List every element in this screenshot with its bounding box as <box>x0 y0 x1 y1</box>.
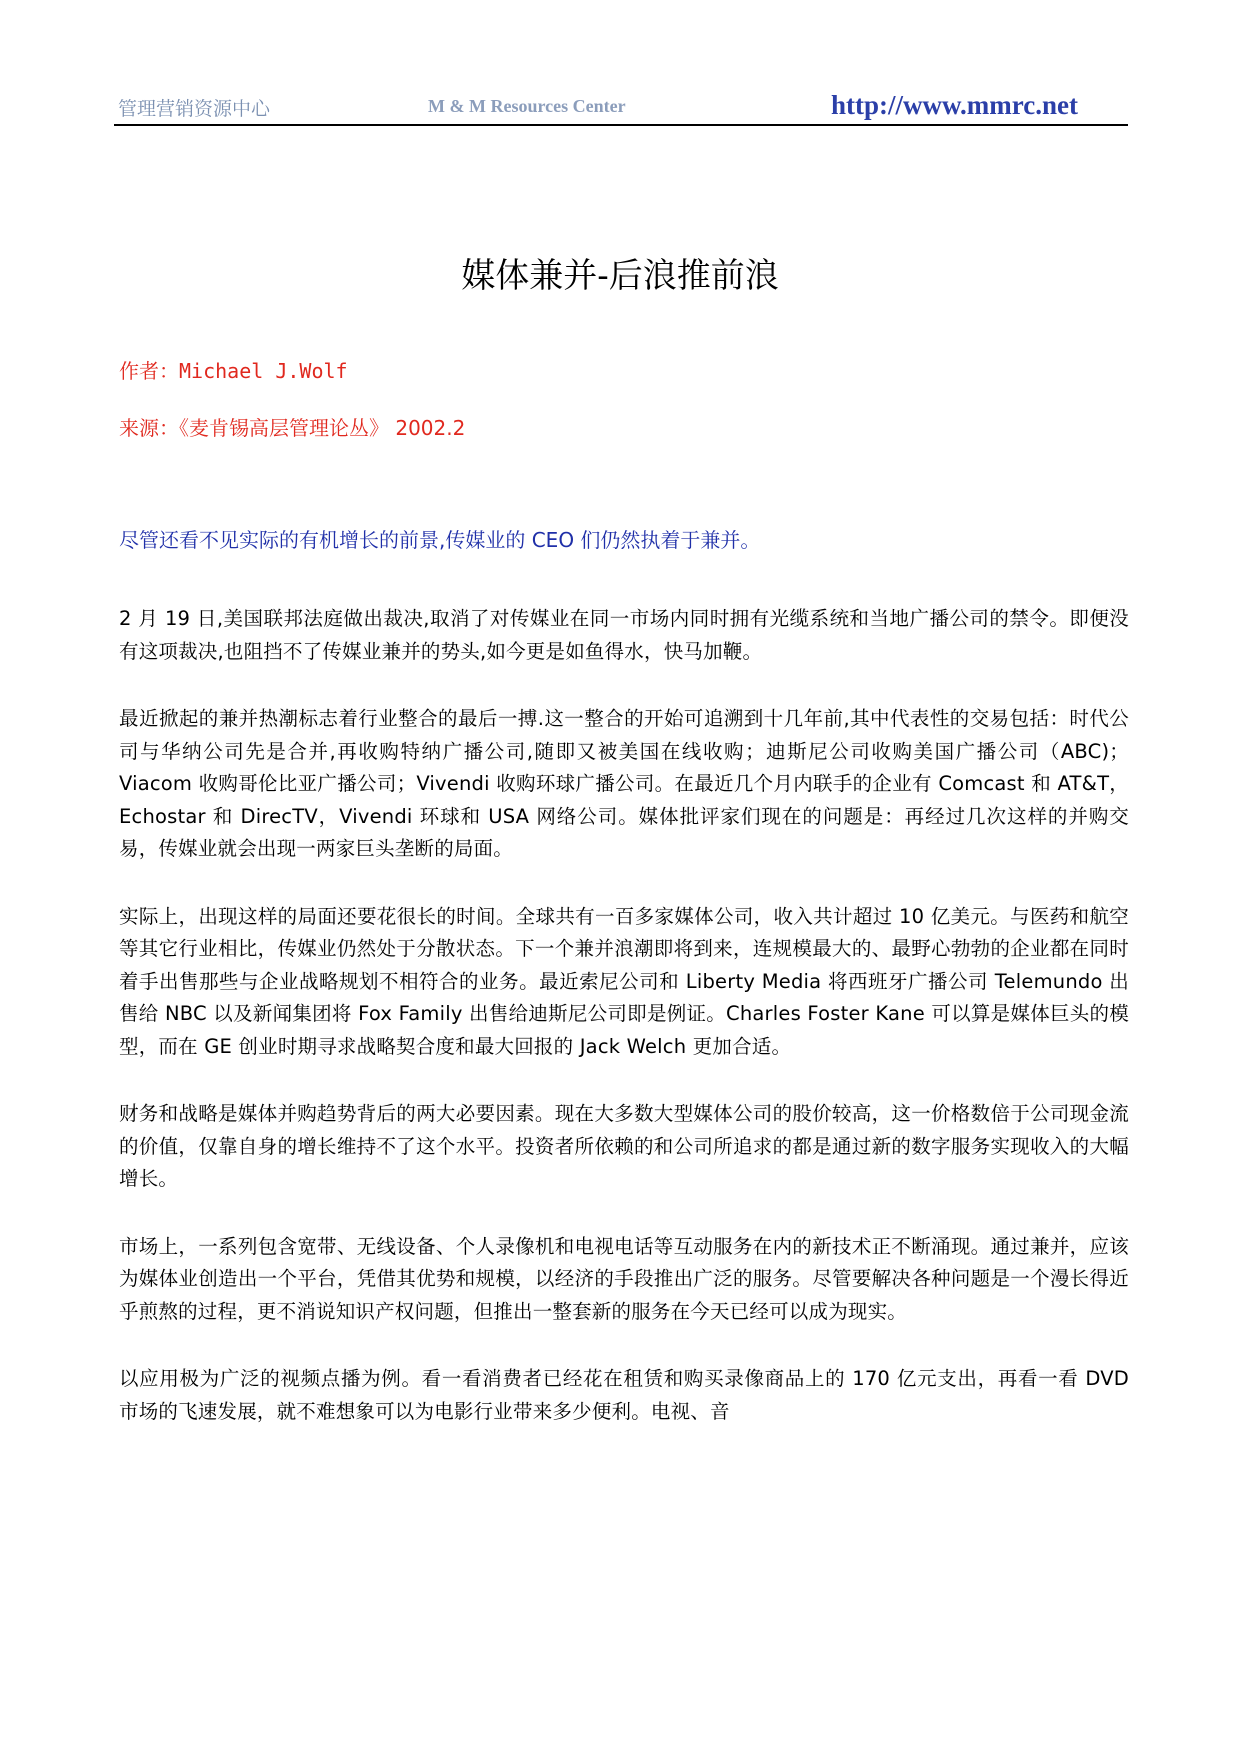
author-value: Michael J.Wolf <box>179 359 348 383</box>
source-line <box>119 412 465 441</box>
paragraph: 以应用极为广泛的视频点播为例。看一看消费者已经花在租赁和购买录像商品上的 170 亿元支出，再看一看 DVD 市场的飞速发展，就不难想象可以为电影行业带来多少便利。电视、音 <box>119 1367 1129 1423</box>
header-english-name: M & M Resources Center <box>428 96 626 116</box>
source-label: 来源： <box>119 416 179 440</box>
header-chinese-name: 管理营销资源中心 <box>118 98 271 120</box>
author-line <box>119 355 348 384</box>
paragraph: 财务和战略是媒体并购趋势背后的两大必要因素。现在大多数大型媒体公司的股价较高，这一价格数倍于公司现金流的价值，仅靠自身的增长维持不了这个水平。投资者所依赖的和公司所追求的都是通过新的数字服务实现收入的大幅增长。 <box>119 1102 1129 1190</box>
document-title: 媒体兼并-后浪推前浪 <box>461 256 779 296</box>
page-header <box>118 84 1128 124</box>
source-value: 《麦肯锡高层管理论丛》 2002.2 <box>179 416 466 440</box>
paragraph: 市场上，一系列包含宽带、无线设备、个人录像机和电视电话等互动服务在内的新技术正不断涌现。通过兼并，应该为媒体业创造出一个平台，凭借其优势和规模，以经济的手段推出广泛的服务。尽管要解决各种问题是一个漫长得近乎煎熬的过程，更不消说知识产权问题，但推出一整套新的服务在今天已经可以成为现实。 <box>119 1234 1129 1323</box>
paragraph: 2 月 19 日,美国联邦法庭做出裁决,取消了对传媒业在同一市场内同时拥有光缆系统和当地广播公司的禁令。即便没有这项裁决,也阻挡不了传媒业兼并的势头,如今更是如鱼得水，快马加鞭。 <box>119 607 1129 663</box>
article-body <box>119 603 1129 1463</box>
header-divider <box>114 124 1128 126</box>
lead-sentence: 尽管还看不见实际的有机增长的前景,传媒业的 CEO 们仍然执着于兼并。 <box>119 528 761 552</box>
header-url-link[interactable]: http://www.mmrc.net <box>831 90 1078 120</box>
author-label: 作者： <box>119 359 179 383</box>
paragraph: 实际上，出现这样的局面还要花很长的时间。全球共有一百多家媒体公司，收入共计超过 10 亿美元。与医药和航空等其它行业相比，传媒业仍然处于分散状态。下一个兼并浪潮即将到来，连规模最大的、最野心勃勃的企业都在同时着手出售那些与企业战略规划不相符合的业务。最近索尼公司和 Liberty Media 将西班牙广播公司 Telemundo 出售给 NBC 以及新闻集团将 Fox Family 出售给迪斯尼公司即是例证。Charles Foster Kane 可以算是媒体巨头的模型，而在 GE 创业时期寻求战略契合度和最大回报的 Jack Welch 更加合适。 <box>119 904 1129 1058</box>
paragraph: 最近掀起的兼并热潮标志着行业整合的最后一搏.这一整合的开始可追溯到十几年前,其中代表性的交易包括：时代公司与华纳公司先是合并,再收购特纳广播公司,随即又被美国在线收购；迪斯尼公司收购美国广播公司（ABC)；Viacom 收购哥伦比亚广播公司；Vivendi 收购环球广播公司。在最近几个月内联手的企业有 Comcast 和 AT&T，Echostar 和 DirecTV，Vivendi 环球和 USA 网络公司。媒体批评家们现在的问题是：再经过几次这样的并购交易，传媒业就会出现一两家巨头垄断的局面。 <box>119 707 1129 860</box>
